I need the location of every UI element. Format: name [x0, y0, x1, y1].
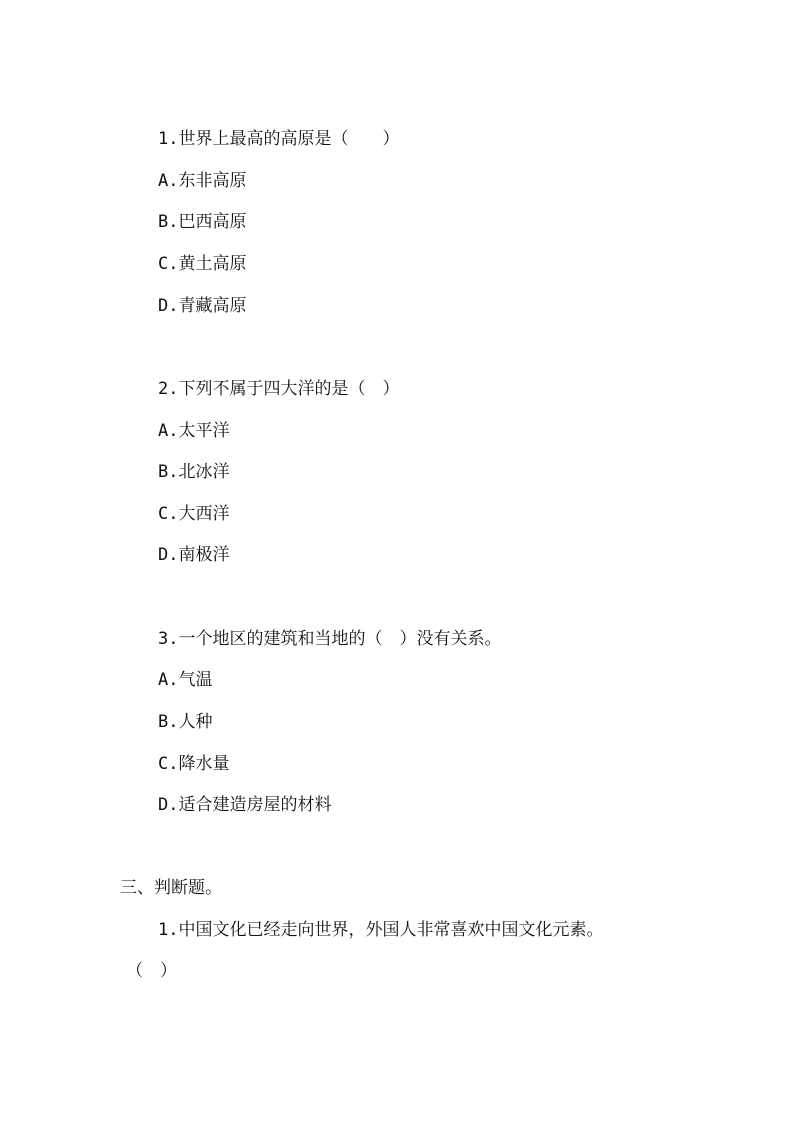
question-3-stem: 3.一个地区的建筑和当地的（ ）没有关系。: [158, 629, 502, 649]
question-2-option-d: D.南极洋: [158, 545, 230, 565]
section-3-title: 三、判断题。: [120, 878, 222, 898]
question-2-stem: 2.下列不属于四大洋的是（ ）: [158, 379, 400, 399]
judgment-1-answer-blank: （ ）: [126, 961, 177, 981]
question-2-option-c: C.大西洋: [158, 504, 230, 524]
question-1-stem: 1.世界上最高的高原是（ ）: [158, 129, 400, 149]
question-1-option-a: A.东非高原: [158, 171, 247, 191]
question-3-option-a: A.气温: [158, 670, 213, 690]
question-3-option-d: D.适合建造房屋的材料: [158, 795, 332, 815]
question-1-option-d: D.青藏高原: [158, 296, 247, 316]
question-2-option-a: A.太平洋: [158, 421, 230, 441]
question-1-option-c: C.黄土高原: [158, 254, 247, 274]
question-3-option-c: C.降水量: [158, 754, 230, 774]
question-2-option-b: B.北冰洋: [158, 462, 230, 482]
judgment-1-text: 1.中国文化已经走向世界，外国人非常喜欢中国文化元素。: [158, 920, 604, 940]
question-3-option-b: B.人种: [158, 712, 213, 732]
question-1-option-b: B.巴西高原: [158, 212, 247, 232]
